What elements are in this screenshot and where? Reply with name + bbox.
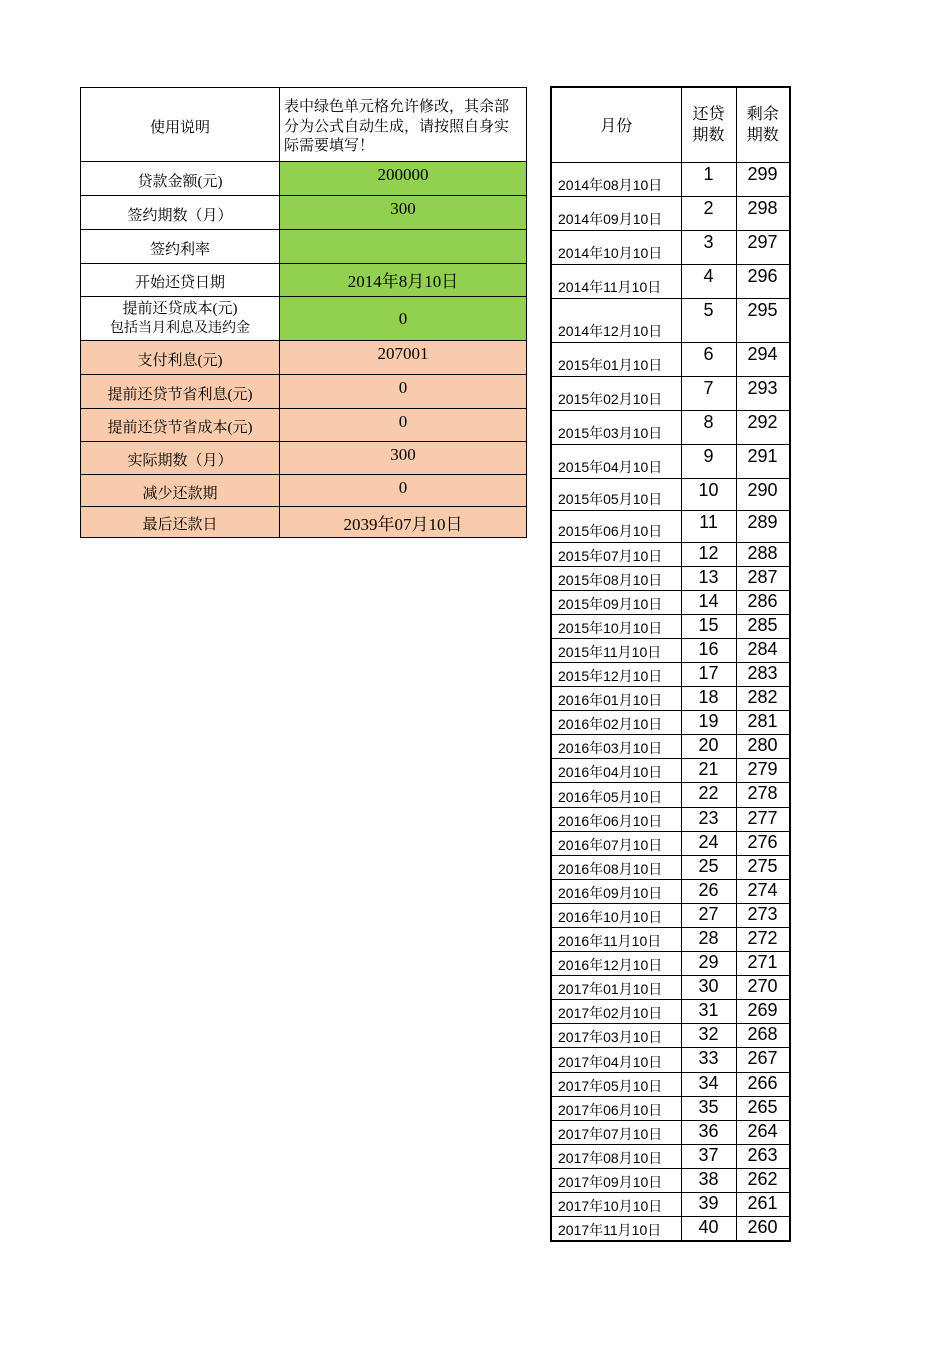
setting-label-main: 提前还贷成本(元): [122, 300, 238, 317]
schedule-date: 2014年08月10日: [551, 162, 681, 196]
paid-period: 20: [681, 735, 736, 759]
schedule-date: 2016年11月10日: [551, 928, 681, 952]
schedule-row: [551, 807, 790, 831]
schedule-date: 2015年11月10日: [551, 638, 681, 662]
paid-period: 26: [681, 879, 736, 903]
paid-period: 31: [681, 1000, 736, 1024]
schedule-date: 2015年02月10日: [551, 376, 681, 410]
remaining-period: 275: [736, 855, 790, 879]
schedule-row: [551, 510, 790, 542]
paid-period: 10: [681, 478, 736, 510]
setting-value[interactable]: 300: [280, 196, 527, 230]
schedule-date: 2015年06月10日: [551, 510, 681, 542]
paid-period: 5: [681, 298, 736, 342]
remaining-period: 265: [736, 1096, 790, 1120]
schedule-row: [551, 1072, 790, 1096]
schedule-row: [551, 542, 790, 566]
paid-period: 6: [681, 342, 736, 376]
setting-label: 开始还贷日期: [81, 264, 280, 297]
remaining-period: 289: [736, 510, 790, 542]
remaining-period: 298: [736, 196, 790, 230]
remaining-period: 270: [736, 976, 790, 1000]
schedule-row: [551, 1000, 790, 1024]
schedule-date: 2016年03月10日: [551, 735, 681, 759]
schedule-row: [551, 1144, 790, 1168]
schedule-row: [551, 759, 790, 783]
schedule-date: 2016年02月10日: [551, 711, 681, 735]
schedule-row: [551, 662, 790, 686]
setting-row: [81, 442, 527, 475]
remaining-period: 266: [736, 1072, 790, 1096]
remaining-period: 290: [736, 478, 790, 510]
paid-period: 22: [681, 783, 736, 807]
remaining-period: 278: [736, 783, 790, 807]
paid-period: 40: [681, 1217, 736, 1241]
schedule-row: [551, 687, 790, 711]
schedule-row: [551, 590, 790, 614]
schedule-date: 2017年09月10日: [551, 1168, 681, 1192]
paid-period: 37: [681, 1144, 736, 1168]
paid-period: 25: [681, 855, 736, 879]
schedule-date: 2016年04月10日: [551, 759, 681, 783]
schedule-row: [551, 566, 790, 590]
setting-row: [81, 162, 527, 196]
schedule-row: [551, 1048, 790, 1072]
schedule-date: 2016年07月10日: [551, 831, 681, 855]
schedule-date: 2014年09月10日: [551, 196, 681, 230]
schedule-date: 2017年10月10日: [551, 1193, 681, 1217]
schedule-row: [551, 735, 790, 759]
paid-period: 34: [681, 1072, 736, 1096]
schedule-row: [551, 855, 790, 879]
remaining-period: 274: [736, 879, 790, 903]
remaining-period: 294: [736, 342, 790, 376]
schedule-date: 2017年05月10日: [551, 1072, 681, 1096]
month-header: 月份: [551, 87, 681, 162]
remaining-period: 260: [736, 1217, 790, 1241]
remaining-period: 262: [736, 1168, 790, 1192]
instructions-note: 表中绿色单元格允许修改，其余部分为公式自动生成，请按照自身实际需要填写！: [280, 88, 527, 162]
remaining-period: 276: [736, 831, 790, 855]
remaining-period: 287: [736, 566, 790, 590]
paid-period: 21: [681, 759, 736, 783]
setting-row: [81, 507, 527, 538]
setting-row: [81, 264, 527, 297]
paid-period: 36: [681, 1120, 736, 1144]
remaining-period: 296: [736, 264, 790, 298]
remaining-period: 280: [736, 735, 790, 759]
setting-label: 提前还贷节省利息(元): [81, 375, 280, 409]
remaining-period: 281: [736, 711, 790, 735]
paid-period: 8: [681, 410, 736, 444]
paid-period: 29: [681, 952, 736, 976]
paid-period: 27: [681, 903, 736, 927]
setting-value[interactable]: 200000: [280, 162, 527, 196]
schedule-row: [551, 903, 790, 927]
schedule-row: [551, 783, 790, 807]
schedule-row: [551, 976, 790, 1000]
remaining-period: 273: [736, 903, 790, 927]
remaining-period: 271: [736, 952, 790, 976]
setting-label: 提前还贷节省成本(元): [81, 409, 280, 442]
paid-period: 13: [681, 566, 736, 590]
setting-value: 2039年07月10日: [280, 507, 527, 538]
schedule-row: [551, 952, 790, 976]
remaining-period: 263: [736, 1144, 790, 1168]
remaining-period: 264: [736, 1120, 790, 1144]
instructions-label: 使用说明: [81, 88, 280, 162]
remaining-period: 284: [736, 638, 790, 662]
setting-value: 0: [280, 475, 527, 507]
paid-period: 2: [681, 196, 736, 230]
setting-value[interactable]: 0: [280, 297, 527, 341]
schedule-row: [551, 196, 790, 230]
paid-period: 28: [681, 928, 736, 952]
remaining-period: 285: [736, 614, 790, 638]
setting-label: [81, 297, 280, 341]
paid-period: 35: [681, 1096, 736, 1120]
schedule-row: [551, 614, 790, 638]
setting-label: 贷款金额(元): [81, 162, 280, 196]
schedule-row: [551, 342, 790, 376]
schedule-row: [551, 1024, 790, 1048]
schedule-date: 2015年05月10日: [551, 478, 681, 510]
paid-period: 30: [681, 976, 736, 1000]
schedule-row: [551, 264, 790, 298]
schedule-date: 2014年10月10日: [551, 230, 681, 264]
paid-periods-header: 还贷期数: [681, 87, 736, 162]
remaining-period: 279: [736, 759, 790, 783]
remaining-period: 267: [736, 1048, 790, 1072]
schedule-date: 2014年11月10日: [551, 264, 681, 298]
setting-row: [81, 341, 527, 375]
paid-period: 15: [681, 614, 736, 638]
paid-period: 3: [681, 230, 736, 264]
schedule-date: 2017年11月10日: [551, 1217, 681, 1241]
schedule-row: [551, 410, 790, 444]
schedule-date: 2015年09月10日: [551, 590, 681, 614]
schedule-date: 2017年07月10日: [551, 1120, 681, 1144]
schedule-date: 2016年10月10日: [551, 903, 681, 927]
schedule-row: [551, 298, 790, 342]
setting-value: 0: [280, 375, 527, 409]
remaining-period: 299: [736, 162, 790, 196]
remaining-period: 288: [736, 542, 790, 566]
paid-period: 19: [681, 711, 736, 735]
schedule-row: [551, 230, 790, 264]
setting-value: 300: [280, 442, 527, 475]
remaining-period: 283: [736, 662, 790, 686]
remaining-period: 297: [736, 230, 790, 264]
schedule-date: 2016年12月10日: [551, 952, 681, 976]
schedule-row: [551, 1120, 790, 1144]
setting-value[interactable]: 2014年8月10日: [280, 264, 527, 297]
schedule-row: [551, 1217, 790, 1241]
remaining-period: 286: [736, 590, 790, 614]
setting-label: 减少还款期: [81, 475, 280, 507]
remaining-period: 261: [736, 1193, 790, 1217]
schedule-date: 2017年02月10日: [551, 1000, 681, 1024]
schedule-row: [551, 478, 790, 510]
paid-period: 18: [681, 687, 736, 711]
paid-period: 33: [681, 1048, 736, 1072]
remaining-period: 277: [736, 807, 790, 831]
paid-period: 24: [681, 831, 736, 855]
schedule-date: 2017年01月10日: [551, 976, 681, 1000]
setting-label: 签约利率: [81, 230, 280, 264]
paid-period: 16: [681, 638, 736, 662]
paid-period: 1: [681, 162, 736, 196]
setting-row: [81, 409, 527, 442]
setting-value: 207001: [280, 341, 527, 375]
remaining-period: 292: [736, 410, 790, 444]
remaining-period: 293: [736, 376, 790, 410]
setting-label: 最后还款日: [81, 507, 280, 538]
schedule-date: 2015年10月10日: [551, 614, 681, 638]
paid-period: 4: [681, 264, 736, 298]
paid-period: 39: [681, 1193, 736, 1217]
setting-value: 0: [280, 409, 527, 442]
setting-label-sub: 包括当月利息及违约金: [110, 320, 250, 336]
schedule-date: 2015年04月10日: [551, 444, 681, 478]
paid-period: 38: [681, 1168, 736, 1192]
schedule-date: 2016年08月10日: [551, 855, 681, 879]
setting-row: [81, 230, 527, 264]
paid-period: 7: [681, 376, 736, 410]
schedule-date: 2015年07月10日: [551, 542, 681, 566]
schedule-header-row: [551, 87, 790, 162]
repayment-schedule-table: [550, 86, 791, 1242]
schedule-row: [551, 376, 790, 410]
schedule-date: 2017年04月10日: [551, 1048, 681, 1072]
setting-value[interactable]: [280, 230, 527, 264]
setting-row: [81, 196, 527, 230]
paid-period: 11: [681, 510, 736, 542]
schedule-row: [551, 1168, 790, 1192]
schedule-row: [551, 1193, 790, 1217]
schedule-row: [551, 162, 790, 196]
setting-label: 实际期数（月）: [81, 442, 280, 475]
loan-settings-table: [80, 87, 527, 538]
schedule-date: 2015年03月10日: [551, 410, 681, 444]
setting-label: 支付利息(元): [81, 341, 280, 375]
remaining-period: 291: [736, 444, 790, 478]
schedule-date: 2017年06月10日: [551, 1096, 681, 1120]
schedule-row: [551, 1096, 790, 1120]
schedule-row: [551, 831, 790, 855]
schedule-row: [551, 638, 790, 662]
paid-period: 9: [681, 444, 736, 478]
paid-period: 17: [681, 662, 736, 686]
schedule-date: 2016年01月10日: [551, 687, 681, 711]
schedule-date: 2016年05月10日: [551, 783, 681, 807]
schedule-date: 2014年12月10日: [551, 298, 681, 342]
schedule-row: [551, 444, 790, 478]
schedule-date: 2015年08月10日: [551, 566, 681, 590]
schedule-row: [551, 928, 790, 952]
schedule-date: 2016年06月10日: [551, 807, 681, 831]
schedule-row: [551, 879, 790, 903]
remaining-period: 269: [736, 1000, 790, 1024]
remaining-period: 272: [736, 928, 790, 952]
setting-row: [81, 475, 527, 507]
schedule-date: 2017年03月10日: [551, 1024, 681, 1048]
paid-period: 14: [681, 590, 736, 614]
remaining-period: 268: [736, 1024, 790, 1048]
schedule-date: 2015年12月10日: [551, 662, 681, 686]
paid-period: 12: [681, 542, 736, 566]
instructions-row: [81, 88, 527, 162]
setting-label: 签约期数（月）: [81, 196, 280, 230]
schedule-row: [551, 711, 790, 735]
schedule-date: 2016年09月10日: [551, 879, 681, 903]
setting-row: [81, 297, 527, 341]
schedule-date: 2017年08月10日: [551, 1144, 681, 1168]
setting-row: [81, 375, 527, 409]
paid-period: 23: [681, 807, 736, 831]
paid-period: 32: [681, 1024, 736, 1048]
remaining-period: 282: [736, 687, 790, 711]
schedule-date: 2015年01月10日: [551, 342, 681, 376]
remaining-period: 295: [736, 298, 790, 342]
remaining-periods-header: 剩余期数: [736, 87, 790, 162]
